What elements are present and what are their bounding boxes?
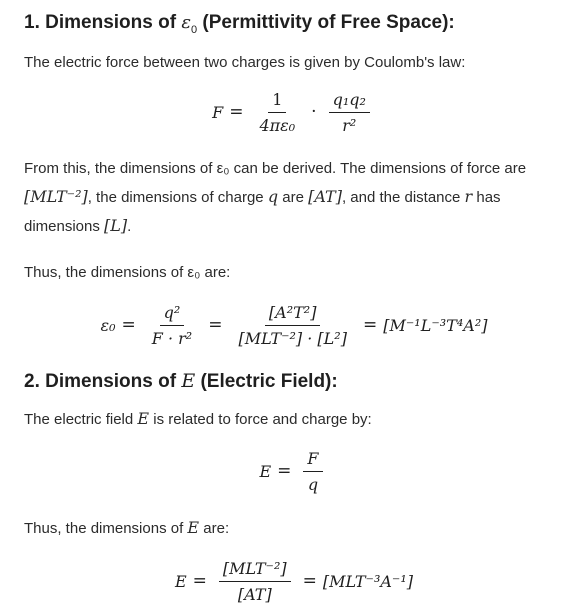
epsilon-fraction-2: $\frac{\text{[A²T²]}}{\text{[MLT⁻²] · [L²]}}$: [238, 302, 347, 348]
coulomb-equation: F = $\frac{1}{\text{4πε₀}}$ · $\frac{\text{q₁q₂}}{\text{r²}}$: [0, 88, 588, 136]
coulomb-intro: The electric force between two charges is given by Coulomb's law:: [24, 54, 466, 71]
thus-epsilon: Thus, the dimensions of ε₀ are:: [24, 264, 231, 281]
epsilon-fraction-1: $\frac{\text{q²}}{\text{F · r²}}$: [151, 302, 193, 348]
field-equation: E = $\frac{F}{q}$: [0, 446, 588, 496]
coulomb-fraction-2: $\frac{\text{q₁q₂}}{\text{r²}}$: [329, 90, 370, 135]
field-dimension-fraction: $\frac{\text{[MLT⁻²]}}{[AT]}$: [219, 559, 291, 604]
field-intro: The electric field E is related to force and charge by:: [24, 409, 372, 428]
field-dimension-equation: E = $\frac{\text{[MLT⁻²]}}{[AT]}$ = [MLT⁻³A⁻¹]: [174, 558, 414, 604]
section2-heading: 2. Dimensions of E (Electric Field):: [24, 370, 338, 392]
field-fraction: $\frac{F}{q}$: [303, 449, 322, 494]
section1-heading: 1. Dimensions of $\varepsilon_0$ (Permittivity of Free Space):: [24, 12, 455, 36]
derivation-paragraph: From this, the dimensions of ε₀ can be derived. The dimensions of force are [MLT⁻²], the dimensions of charge q are [AT], and the distance r has dimensions [L].: [24, 160, 527, 235]
thus-field: Thus, the dimensions of E are:: [24, 518, 230, 537]
coulomb-fraction-1: $\frac{1}{\text{4πε₀}}$: [259, 89, 296, 135]
epsilon-dimension-equation: ε₀ = $\frac{\text{q²}}{\text{F · r²}}$ = $\frac{\text{[A²T²]}}{\text{[MLT⁻²] · [L²]}}$ = [M⁻¹L⁻³T⁴A²]: [100, 302, 488, 348]
epsilon-result: [M⁻¹L⁻³T⁴A²]: [383, 315, 488, 335]
field-dimension-result: [MLT⁻³A⁻¹]: [322, 571, 414, 591]
